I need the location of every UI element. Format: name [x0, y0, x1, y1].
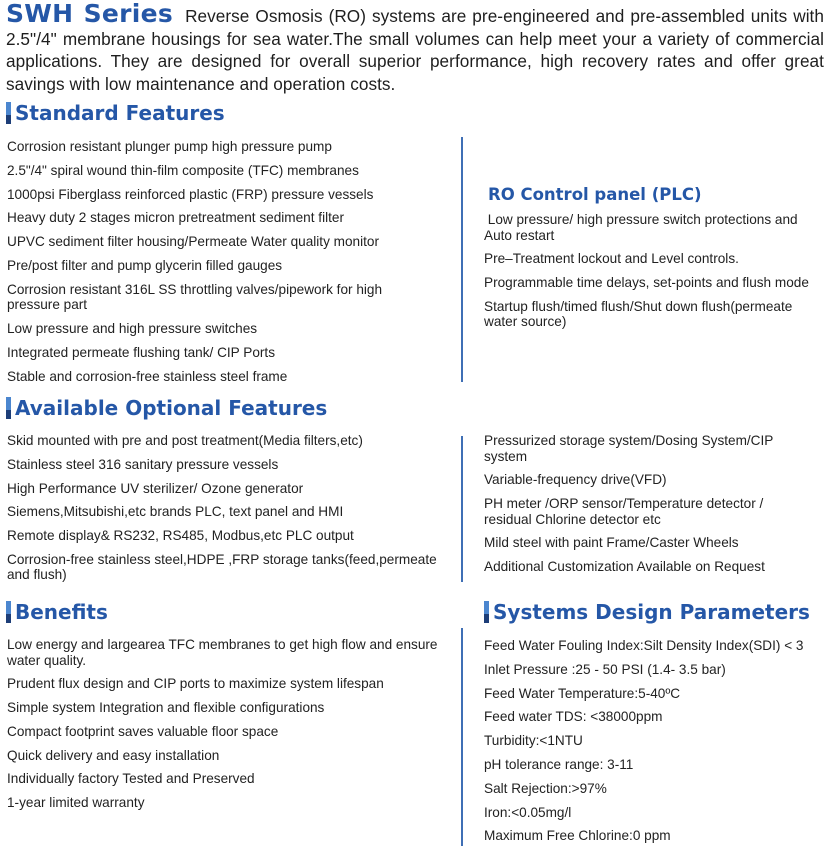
list-item: Pressurized storage system/Dosing System/CIP system — [484, 433, 774, 464]
standard-features-title: Standard Features — [15, 101, 225, 125]
list-item: Feed water TDS: <38000ppm — [484, 709, 663, 725]
control-panel-heading: RO Control panel (PLC) — [488, 185, 702, 204]
column-divider — [461, 436, 463, 582]
benefits-list — [7, 637, 442, 819]
list-item: PH meter /ORP sensor/Temperature detector / residual Chlorine detector etc — [484, 496, 764, 527]
list-item: pH tolerance range: 3-11 — [484, 756, 634, 772]
list-item: Turbidity:<1NTU — [484, 733, 583, 749]
list-item: Prudent flux design and CIP ports to maximize system lifespan — [7, 676, 384, 692]
list-item: Quick delivery and easy installation — [7, 747, 220, 763]
list-item: Mild steel with paint Frame/Caster Wheels — [484, 535, 739, 551]
list-item: Simple system Integration and flexible configurations — [7, 700, 325, 716]
list-item: Programmable time delays, set-points and flush mode — [484, 275, 809, 291]
list-item: Startup flush/timed flush/Shut down flush(permeate water source) — [484, 298, 793, 330]
list-item: Low pressure and high pressure switches — [7, 321, 258, 337]
list-item: Salt Rejection:>97% — [484, 780, 607, 796]
list-item: UPVC sediment filter housing/Permeate Water quality monitor — [7, 234, 379, 250]
heading-bar-icon — [484, 601, 489, 623]
list-item: Feed Water Fouling Index:Silt Density Index(SDI) < 3 — [484, 638, 804, 653]
list-item: Stable and corrosion-free stainless steel frame — [7, 368, 288, 384]
optional-features-title: Available Optional Features — [15, 396, 328, 420]
list-item: Maximum Free Chlorine:0 ppm — [484, 828, 671, 844]
list-item: 1-year limited warranty — [7, 795, 145, 811]
list-item: Low pressure/ high pressure switch protections and Auto restart — [484, 212, 801, 243]
list-item: Heavy duty 2 stages micron pretreatment sediment filter — [7, 210, 344, 226]
standard-features-heading — [6, 101, 225, 125]
list-item: Inlet Pressure :25 - 50 PSI (1.4- 3.5 bar) — [484, 661, 726, 677]
heading-bar-icon — [6, 397, 11, 419]
design-parameters-heading — [484, 600, 810, 624]
standard-features-list — [7, 139, 427, 392]
list-item: Stainless steel 316 sanitary pressure vessels — [7, 456, 279, 472]
list-item: Corrosion resistant plunger pump high pressure pump — [7, 139, 332, 154]
list-item: Compact footprint saves valuable floor space — [7, 723, 279, 739]
list-item: High Performance UV sterilizer/ Ozone generator — [7, 480, 304, 496]
optional-features-left-list — [7, 433, 457, 591]
list-item: 1000psi Fiberglass reinforced plastic (FRP) pressure vessels — [7, 186, 374, 202]
list-item: Feed Water Temperature:5-40ºC — [484, 685, 681, 701]
heading-bar-icon — [6, 102, 11, 124]
list-item: Iron:<0.05mg/l — [484, 804, 572, 820]
list-item: Variable-frequency drive(VFD) — [484, 472, 667, 488]
design-parameters-title: Systems Design Parameters — [493, 600, 810, 624]
control-panel-list — [484, 212, 809, 338]
benefits-heading — [6, 600, 108, 624]
list-item: Pre–Treatment lockout and Level controls. — [484, 251, 739, 267]
heading-bar-icon — [6, 601, 11, 623]
series-title: SWH Series — [6, 0, 174, 28]
list-item: Individually factory Tested and Preserved — [7, 771, 255, 787]
list-item: Integrated permeate flushing tank/ CIP Ports — [7, 344, 275, 360]
list-item: Skid mounted with pre and post treatment(Media filters,etc) — [7, 433, 363, 448]
list-item: Low energy and largearea TFC membranes to get high flow and ensure water quality. — [7, 637, 438, 668]
column-divider — [461, 628, 463, 846]
list-item: Corrosion-free stainless steel,HDPE ,FRP storage tanks(feed,permeate and flush) — [7, 551, 437, 583]
list-item: Additional Customization Available on Request — [484, 559, 765, 575]
column-divider — [461, 137, 463, 382]
list-item: Siemens,Mitsubishi,etc brands PLC, text panel and HMI — [7, 504, 344, 520]
list-item: 2.5"/4" spiral wound thin-film composite (TFC) membranes — [7, 162, 359, 178]
benefits-title: Benefits — [15, 600, 108, 624]
list-item: Pre/post filter and pump glycerin filled gauges — [7, 257, 283, 273]
list-item: Remote display& RS232, RS485, Modbus,etc PLC output — [7, 528, 354, 544]
design-parameters-list — [484, 638, 824, 852]
intro-paragraph — [6, 0, 824, 95]
optional-features-right-list — [484, 433, 804, 583]
optional-features-heading — [6, 396, 327, 420]
list-item: Corrosion resistant 316L SS throttling valves/pipework for high pressure part — [7, 281, 383, 313]
intro-text: Reverse Osmosis (RO) systems are pre-engineered and pre-assembled units with 2.5"/4" membrane housings for sea water.The small volumes can help meet your a variety of commercial applications. They are designed for overall superior performance, high recovery rates and offer great savings with low maintenance and operation costs. — [6, 6, 824, 94]
